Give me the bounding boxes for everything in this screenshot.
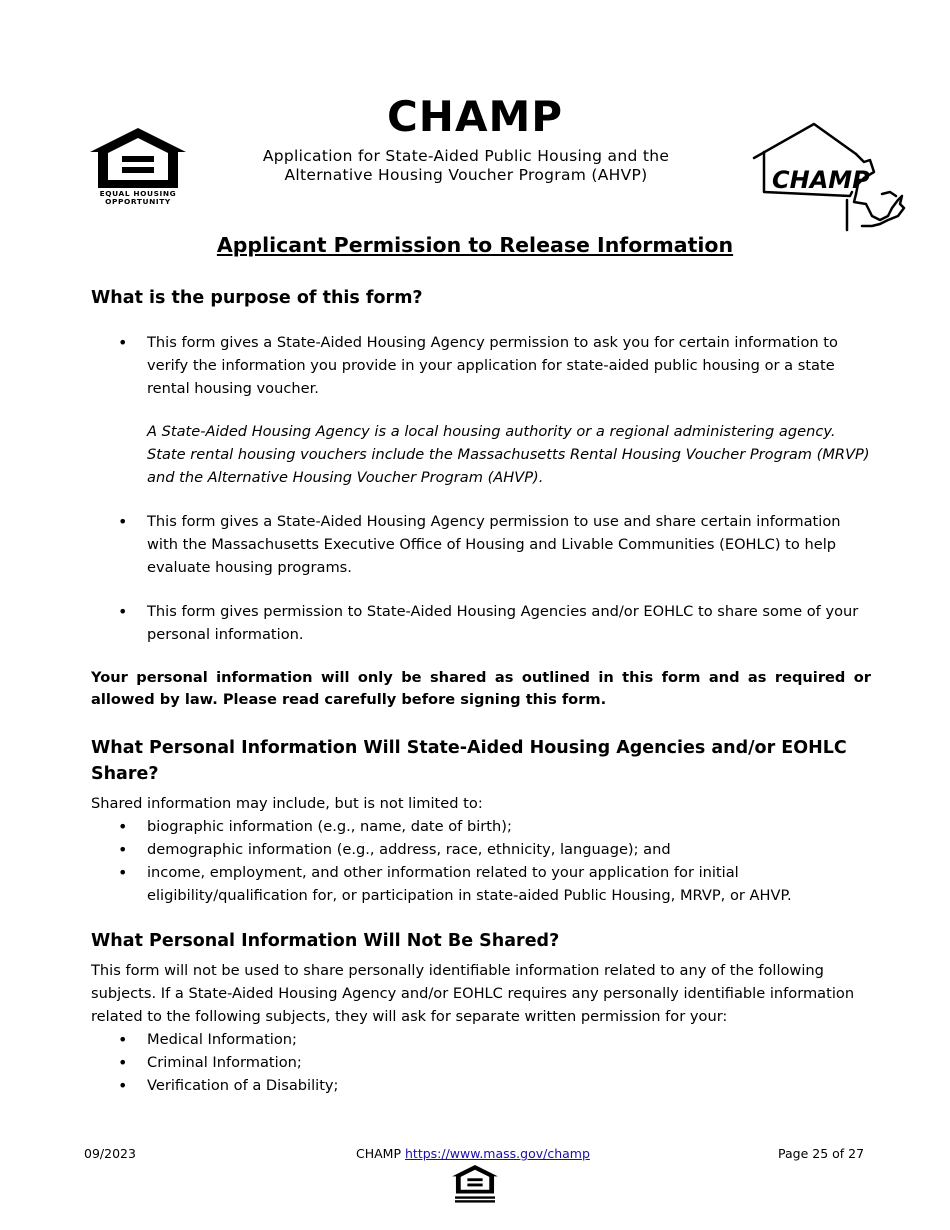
footer-center — [356, 1146, 590, 1161]
section-not-shared-title: What Personal Information Will Not Be Shared? — [91, 931, 560, 951]
agency-definition-note: A State-Aided Housing Agency is a local housing authority or a regional administering agency. State rental housing vouchers include the Massachusetts Rental Housing Voucher Program (MRVP) and the Alternative Housing Voucher Program (AHVP). — [147, 423, 870, 486]
not-shared-item: • Medical Information; — [91, 1028, 871, 1051]
purpose-bullet-1: • This form gives a State-Aided Housing Agency permission to ask you for certain information to verify the information you provide in your application for state-aided public housing or a state rental housing voucher. — [91, 331, 871, 400]
purpose-list-2 — [91, 510, 871, 579]
form-content — [91, 285, 871, 1097]
footer-link[interactable]: https://www.mass.gov/champ — [405, 1146, 590, 1161]
purpose-list-3 — [91, 600, 871, 646]
not-shared-intro: This form will not be used to share personally identifiable information related to any of the following subjects. If a State-Aided Housing Agency and/or EOHLC requires any personally identifiable information related to the following subjects, they will ask for separate written permission for your: — [91, 962, 855, 1025]
purpose-bullet-2: • This form gives a State-Aided Housing Agency permission to use and share certain information with the Massachusetts Executive Office of Housing and Livable Communities (EOHLC) to help evaluate housing programs. — [91, 510, 871, 579]
shared-item: • demographic information (e.g., address, race, ethnicity, language); and — [91, 838, 871, 861]
purpose-list — [91, 331, 871, 400]
privacy-note: Your personal information will only be shared as outlined in this form and as required or allowed by law. Please read carefully before signing this form. — [91, 669, 871, 708]
footer-page-number: Page 25 of 27 — [778, 1146, 865, 1161]
footer-date: 09/2023 — [84, 1146, 136, 1161]
shared-list — [91, 815, 871, 907]
section-shared-title: What Personal Information Will State-Aided Housing Agencies and/or EOHLC Share? — [91, 738, 847, 784]
footer-center-label: CHAMP — [356, 1146, 402, 1161]
shared-intro: Shared information may include, but is not limited to: — [91, 795, 483, 812]
subtitle-line2: Alternative Housing Voucher Program (AHVP) — [284, 166, 648, 184]
not-shared-item: • Criminal Information; — [91, 1051, 871, 1074]
form-heading: Applicant Permission to Release Information — [216, 233, 734, 257]
not-shared-list — [91, 1028, 871, 1097]
subtitle-line1: Application for State-Aided Public Housing and the — [262, 147, 670, 165]
purpose-bullet-3: • This form gives permission to State-Aided Housing Agencies and/or EOHLC to share some of your personal information. — [91, 600, 871, 646]
equal-housing-footer-icon — [451, 1164, 499, 1204]
section-purpose-title: What is the purpose of this form? — [91, 288, 423, 308]
champ-logo — [752, 120, 910, 232]
shared-item: • biographic information (e.g., name, date of birth); — [91, 815, 871, 838]
page-title: CHAMP — [386, 92, 564, 141]
eho-line2: OPPORTUNITY — [105, 197, 171, 206]
not-shared-item: • Verification of a Disability; — [91, 1074, 871, 1097]
shared-item: • income, employment, and other information related to your application for initial eligibility/qualification for, or participation in state-aided Public Housing, MRVP, or AHVP. — [91, 861, 871, 907]
eho-line1: EQUAL HOUSING — [99, 189, 177, 198]
champ-logo-text: CHAMP — [772, 166, 870, 194]
